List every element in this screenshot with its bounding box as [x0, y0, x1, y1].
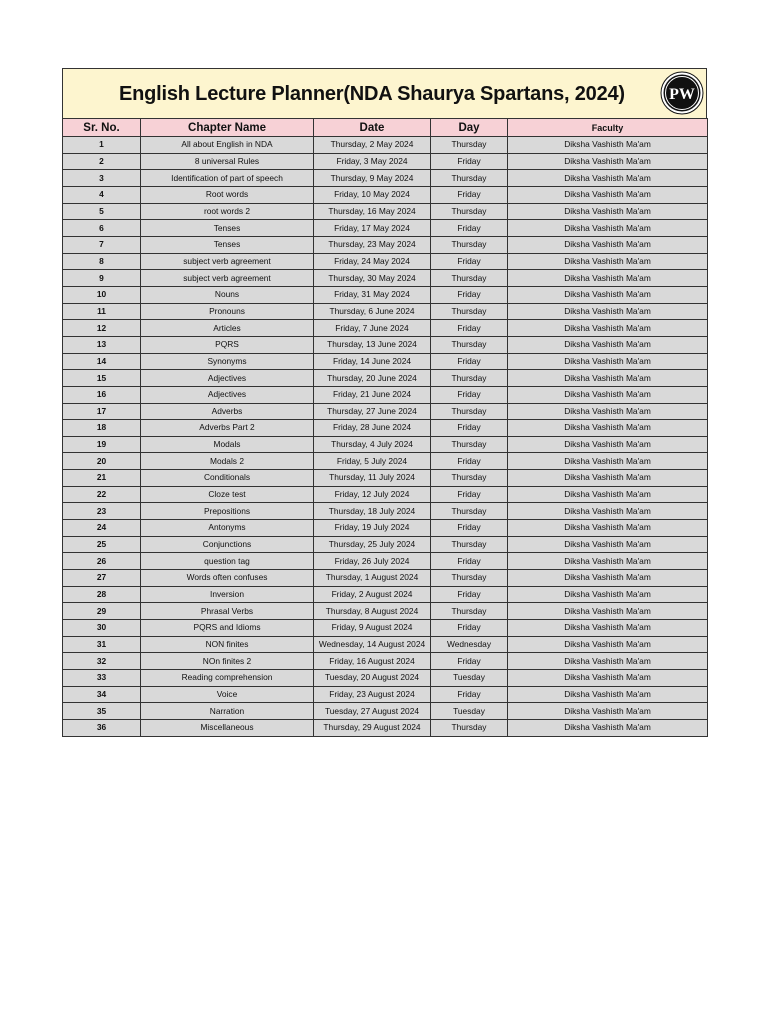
- date-cell: Thursday, 30 May 2024: [314, 270, 431, 287]
- faculty-cell: Diksha Vashisth Ma'am: [508, 586, 708, 603]
- day-cell: Thursday: [431, 719, 508, 736]
- table-row: [63, 203, 708, 220]
- date-cell: Friday, 14 June 2024: [314, 353, 431, 370]
- date-cell: Thursday, 29 August 2024: [314, 719, 431, 736]
- faculty-cell: Diksha Vashisth Ma'am: [508, 603, 708, 620]
- chapter-name-cell: 8 universal Rules: [141, 153, 314, 170]
- table-row: [63, 137, 708, 154]
- day-cell: Friday: [431, 353, 508, 370]
- table-row: [63, 453, 708, 470]
- chapter-name-cell: Adverbs Part 2: [141, 420, 314, 437]
- sr-no-cell: 36: [63, 719, 141, 736]
- table-row: [63, 520, 708, 537]
- sr-no-cell: 8: [63, 253, 141, 270]
- faculty-cell: Diksha Vashisth Ma'am: [508, 137, 708, 154]
- faculty-cell: Diksha Vashisth Ma'am: [508, 503, 708, 520]
- day-cell: Thursday: [431, 137, 508, 154]
- date-cell: Thursday, 23 May 2024: [314, 236, 431, 253]
- header-day: Day: [431, 119, 508, 137]
- chapter-name-cell: Conditionals: [141, 470, 314, 487]
- faculty-cell: Diksha Vashisth Ma'am: [508, 420, 708, 437]
- lecture-table: [62, 118, 708, 737]
- chapter-name-cell: PQRS and Idioms: [141, 620, 314, 637]
- chapter-name-cell: Identification of part of speech: [141, 170, 314, 187]
- date-cell: Friday, 28 June 2024: [314, 420, 431, 437]
- header-row: [63, 119, 708, 137]
- day-cell: Friday: [431, 186, 508, 203]
- header-date: Date: [314, 119, 431, 137]
- day-cell: Thursday: [431, 536, 508, 553]
- day-cell: Wednesday: [431, 636, 508, 653]
- day-cell: Friday: [431, 153, 508, 170]
- table-row: [63, 353, 708, 370]
- faculty-cell: Diksha Vashisth Ma'am: [508, 719, 708, 736]
- faculty-cell: Diksha Vashisth Ma'am: [508, 336, 708, 353]
- day-cell: Friday: [431, 453, 508, 470]
- page-title: English Lecture Planner(NDA Shaurya Spartans, 2024): [119, 83, 625, 105]
- table-row: [63, 386, 708, 403]
- day-cell: Friday: [431, 620, 508, 637]
- sr-no-cell: 24: [63, 520, 141, 537]
- sr-no-cell: 7: [63, 236, 141, 253]
- date-cell: Thursday, 27 June 2024: [314, 403, 431, 420]
- day-cell: Friday: [431, 653, 508, 670]
- chapter-name-cell: Modals 2: [141, 453, 314, 470]
- sr-no-cell: 27: [63, 570, 141, 587]
- table-row: [63, 170, 708, 187]
- day-cell: Friday: [431, 320, 508, 337]
- table-row: [63, 586, 708, 603]
- sr-no-cell: 31: [63, 636, 141, 653]
- faculty-cell: Diksha Vashisth Ma'am: [508, 570, 708, 587]
- table-row: [63, 486, 708, 503]
- day-cell: Thursday: [431, 436, 508, 453]
- chapter-name-cell: Conjunctions: [141, 536, 314, 553]
- table-row: [63, 336, 708, 353]
- table-row: [63, 570, 708, 587]
- sr-no-cell: 30: [63, 620, 141, 637]
- day-cell: Friday: [431, 286, 508, 303]
- sr-no-cell: 21: [63, 470, 141, 487]
- faculty-cell: Diksha Vashisth Ma'am: [508, 403, 708, 420]
- day-cell: Thursday: [431, 236, 508, 253]
- date-cell: Thursday, 13 June 2024: [314, 336, 431, 353]
- sr-no-cell: 11: [63, 303, 141, 320]
- chapter-name-cell: Cloze test: [141, 486, 314, 503]
- day-cell: Thursday: [431, 370, 508, 387]
- sr-no-cell: 10: [63, 286, 141, 303]
- day-cell: Friday: [431, 553, 508, 570]
- date-cell: Thursday, 6 June 2024: [314, 303, 431, 320]
- pw-logo: [660, 71, 704, 115]
- table-row: [63, 403, 708, 420]
- faculty-cell: Diksha Vashisth Ma'am: [508, 236, 708, 253]
- sr-no-cell: 13: [63, 336, 141, 353]
- day-cell: Thursday: [431, 603, 508, 620]
- date-cell: Friday, 2 August 2024: [314, 586, 431, 603]
- date-cell: Thursday, 4 July 2024: [314, 436, 431, 453]
- date-cell: Friday, 17 May 2024: [314, 220, 431, 237]
- sr-no-cell: 32: [63, 653, 141, 670]
- chapter-name-cell: Tenses: [141, 220, 314, 237]
- chapter-name-cell: Synonyms: [141, 353, 314, 370]
- table-row: [63, 470, 708, 487]
- chapter-name-cell: Nouns: [141, 286, 314, 303]
- sr-no-cell: 19: [63, 436, 141, 453]
- day-cell: Friday: [431, 486, 508, 503]
- date-cell: Tuesday, 20 August 2024: [314, 670, 431, 687]
- date-cell: Friday, 16 August 2024: [314, 653, 431, 670]
- faculty-cell: Diksha Vashisth Ma'am: [508, 253, 708, 270]
- chapter-name-cell: Words often confuses: [141, 570, 314, 587]
- date-cell: Friday, 26 July 2024: [314, 553, 431, 570]
- table-row: [63, 220, 708, 237]
- date-cell: Thursday, 25 July 2024: [314, 536, 431, 553]
- lecture-planner-sheet: [62, 68, 707, 737]
- sr-no-cell: 4: [63, 186, 141, 203]
- header-faculty: Faculty: [508, 119, 708, 137]
- table-row: [63, 420, 708, 437]
- faculty-cell: Diksha Vashisth Ma'am: [508, 653, 708, 670]
- day-cell: Thursday: [431, 170, 508, 187]
- table-row: [63, 603, 708, 620]
- date-cell: Friday, 23 August 2024: [314, 686, 431, 703]
- sr-no-cell: 18: [63, 420, 141, 437]
- faculty-cell: Diksha Vashisth Ma'am: [508, 220, 708, 237]
- chapter-name-cell: Inversion: [141, 586, 314, 603]
- chapter-name-cell: Adjectives: [141, 370, 314, 387]
- table-row: [63, 236, 708, 253]
- sr-no-cell: 25: [63, 536, 141, 553]
- sr-no-cell: 3: [63, 170, 141, 187]
- date-cell: Friday, 5 July 2024: [314, 453, 431, 470]
- chapter-name-cell: Adjectives: [141, 386, 314, 403]
- table-row: [63, 186, 708, 203]
- day-cell: Thursday: [431, 470, 508, 487]
- chapter-name-cell: Modals: [141, 436, 314, 453]
- table-row: [63, 370, 708, 387]
- date-cell: Thursday, 2 May 2024: [314, 137, 431, 154]
- table-row: [63, 653, 708, 670]
- table-row: [63, 553, 708, 570]
- table-row: [63, 436, 708, 453]
- sr-no-cell: 9: [63, 270, 141, 287]
- day-cell: Tuesday: [431, 703, 508, 720]
- table-row: [63, 719, 708, 736]
- date-cell: Tuesday, 27 August 2024: [314, 703, 431, 720]
- faculty-cell: Diksha Vashisth Ma'am: [508, 636, 708, 653]
- chapter-name-cell: NOn finites 2: [141, 653, 314, 670]
- sr-no-cell: 22: [63, 486, 141, 503]
- sr-no-cell: 35: [63, 703, 141, 720]
- table-row: [63, 703, 708, 720]
- date-cell: Thursday, 11 July 2024: [314, 470, 431, 487]
- sr-no-cell: 1: [63, 137, 141, 154]
- day-cell: Thursday: [431, 503, 508, 520]
- table-row: [63, 636, 708, 653]
- chapter-name-cell: subject verb agreement: [141, 253, 314, 270]
- faculty-cell: Diksha Vashisth Ma'am: [508, 486, 708, 503]
- date-cell: Thursday, 9 May 2024: [314, 170, 431, 187]
- day-cell: Friday: [431, 220, 508, 237]
- sr-no-cell: 6: [63, 220, 141, 237]
- chapter-name-cell: subject verb agreement: [141, 270, 314, 287]
- faculty-cell: Diksha Vashisth Ma'am: [508, 320, 708, 337]
- date-cell: Friday, 3 May 2024: [314, 153, 431, 170]
- chapter-name-cell: Phrasal Verbs: [141, 603, 314, 620]
- chapter-name-cell: Narration: [141, 703, 314, 720]
- faculty-cell: Diksha Vashisth Ma'am: [508, 453, 708, 470]
- day-cell: Friday: [431, 586, 508, 603]
- chapter-name-cell: Voice: [141, 686, 314, 703]
- date-cell: Friday, 10 May 2024: [314, 186, 431, 203]
- date-cell: Thursday, 20 June 2024: [314, 370, 431, 387]
- day-cell: Thursday: [431, 303, 508, 320]
- sr-no-cell: 20: [63, 453, 141, 470]
- day-cell: Thursday: [431, 203, 508, 220]
- day-cell: Friday: [431, 253, 508, 270]
- faculty-cell: Diksha Vashisth Ma'am: [508, 536, 708, 553]
- date-cell: Thursday, 18 July 2024: [314, 503, 431, 520]
- sr-no-cell: 2: [63, 153, 141, 170]
- table-row: [63, 620, 708, 637]
- table-row: [63, 286, 708, 303]
- date-cell: Thursday, 16 May 2024: [314, 203, 431, 220]
- chapter-name-cell: Miscellaneous: [141, 719, 314, 736]
- sr-no-cell: 17: [63, 403, 141, 420]
- faculty-cell: Diksha Vashisth Ma'am: [508, 286, 708, 303]
- faculty-cell: Diksha Vashisth Ma'am: [508, 686, 708, 703]
- sr-no-cell: 34: [63, 686, 141, 703]
- table-row: [63, 153, 708, 170]
- chapter-name-cell: NON finites: [141, 636, 314, 653]
- day-cell: Thursday: [431, 270, 508, 287]
- date-cell: Friday, 12 July 2024: [314, 486, 431, 503]
- chapter-name-cell: All about English in NDA: [141, 137, 314, 154]
- date-cell: Friday, 7 June 2024: [314, 320, 431, 337]
- date-cell: Friday, 24 May 2024: [314, 253, 431, 270]
- table-row: [63, 303, 708, 320]
- day-cell: Tuesday: [431, 670, 508, 687]
- table-row: [63, 503, 708, 520]
- sr-no-cell: 15: [63, 370, 141, 387]
- sr-no-cell: 23: [63, 503, 141, 520]
- faculty-cell: Diksha Vashisth Ma'am: [508, 353, 708, 370]
- table-body: [63, 137, 708, 737]
- pw-logo-text: PW: [669, 86, 695, 103]
- day-cell: Thursday: [431, 570, 508, 587]
- day-cell: Friday: [431, 420, 508, 437]
- sr-no-cell: 12: [63, 320, 141, 337]
- table-row: [63, 270, 708, 287]
- day-cell: Friday: [431, 520, 508, 537]
- chapter-name-cell: Tenses: [141, 236, 314, 253]
- sr-no-cell: 28: [63, 586, 141, 603]
- faculty-cell: Diksha Vashisth Ma'am: [508, 436, 708, 453]
- sr-no-cell: 29: [63, 603, 141, 620]
- date-cell: Friday, 19 July 2024: [314, 520, 431, 537]
- table-row: [63, 670, 708, 687]
- sr-no-cell: 26: [63, 553, 141, 570]
- chapter-name-cell: question tag: [141, 553, 314, 570]
- chapter-name-cell: Reading comprehension: [141, 670, 314, 687]
- faculty-cell: Diksha Vashisth Ma'am: [508, 386, 708, 403]
- faculty-cell: Diksha Vashisth Ma'am: [508, 203, 708, 220]
- chapter-name-cell: Adverbs: [141, 403, 314, 420]
- chapter-name-cell: PQRS: [141, 336, 314, 353]
- chapter-name-cell: Root words: [141, 186, 314, 203]
- date-cell: Friday, 31 May 2024: [314, 286, 431, 303]
- title-bar: [62, 68, 707, 118]
- sr-no-cell: 33: [63, 670, 141, 687]
- chapter-name-cell: root words 2: [141, 203, 314, 220]
- faculty-cell: Diksha Vashisth Ma'am: [508, 270, 708, 287]
- day-cell: Thursday: [431, 403, 508, 420]
- date-cell: Friday, 21 June 2024: [314, 386, 431, 403]
- chapter-name-cell: Pronouns: [141, 303, 314, 320]
- faculty-cell: Diksha Vashisth Ma'am: [508, 520, 708, 537]
- header-sr-no: Sr. No.: [63, 119, 141, 137]
- faculty-cell: Diksha Vashisth Ma'am: [508, 370, 708, 387]
- faculty-cell: Diksha Vashisth Ma'am: [508, 470, 708, 487]
- chapter-name-cell: Antonyms: [141, 520, 314, 537]
- faculty-cell: Diksha Vashisth Ma'am: [508, 553, 708, 570]
- table-row: [63, 686, 708, 703]
- chapter-name-cell: Articles: [141, 320, 314, 337]
- sr-no-cell: 14: [63, 353, 141, 370]
- sr-no-cell: 16: [63, 386, 141, 403]
- day-cell: Friday: [431, 686, 508, 703]
- table-row: [63, 536, 708, 553]
- faculty-cell: Diksha Vashisth Ma'am: [508, 303, 708, 320]
- sr-no-cell: 5: [63, 203, 141, 220]
- faculty-cell: Diksha Vashisth Ma'am: [508, 703, 708, 720]
- date-cell: Wednesday, 14 August 2024: [314, 636, 431, 653]
- faculty-cell: Diksha Vashisth Ma'am: [508, 153, 708, 170]
- faculty-cell: Diksha Vashisth Ma'am: [508, 670, 708, 687]
- faculty-cell: Diksha Vashisth Ma'am: [508, 186, 708, 203]
- header-chapter-name: Chapter Name: [141, 119, 314, 137]
- faculty-cell: Diksha Vashisth Ma'am: [508, 620, 708, 637]
- day-cell: Friday: [431, 386, 508, 403]
- day-cell: Thursday: [431, 336, 508, 353]
- date-cell: Thursday, 8 August 2024: [314, 603, 431, 620]
- chapter-name-cell: Prepositions: [141, 503, 314, 520]
- date-cell: Thursday, 1 August 2024: [314, 570, 431, 587]
- date-cell: Friday, 9 August 2024: [314, 620, 431, 637]
- table-row: [63, 253, 708, 270]
- faculty-cell: Diksha Vashisth Ma'am: [508, 170, 708, 187]
- table-row: [63, 320, 708, 337]
